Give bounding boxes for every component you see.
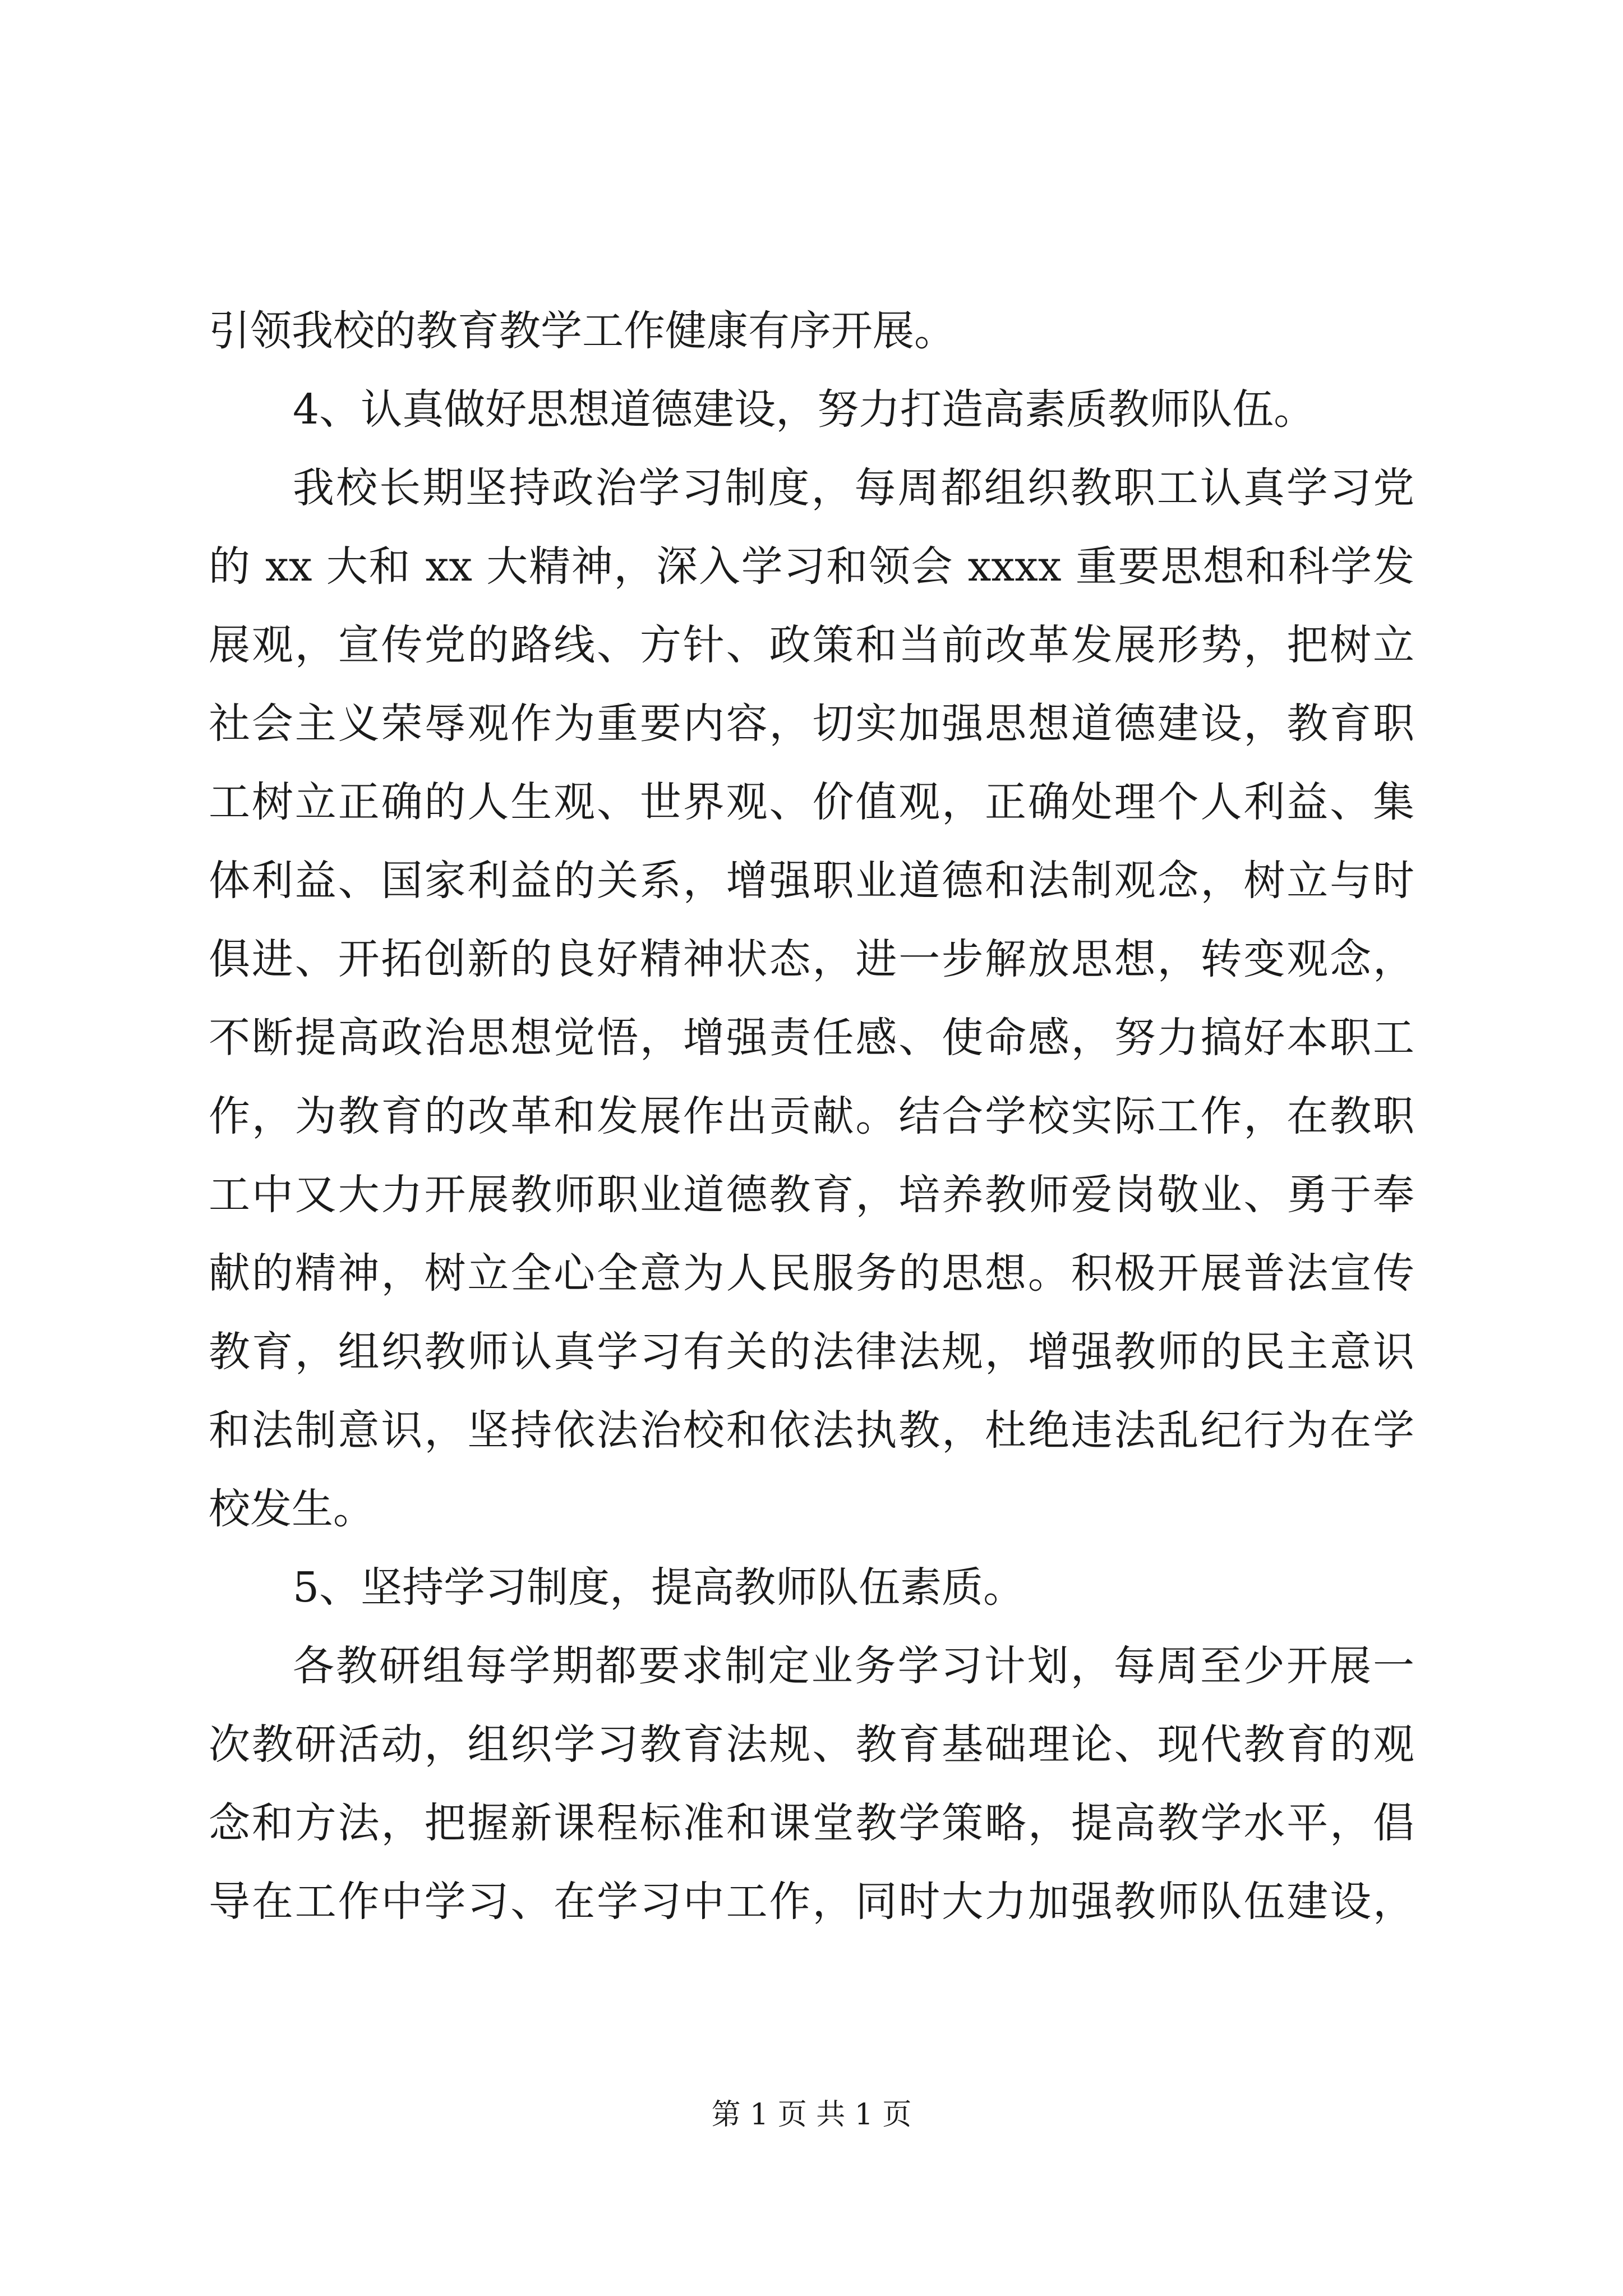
paragraph-line: 校发生。: [209, 1485, 375, 1533]
paragraph-line: 和法制意识，坚持依法治校和依法执教，杜绝违法乱纪行为在学: [209, 1406, 1414, 1455]
paragraph-line: 展观，宣传党的路线、方针、政策和当前改革发展形势，把树立: [209, 621, 1414, 669]
page-footer: 第 1 页 共 1 页: [711, 2098, 912, 2132]
text-line: 引领我校的教育教学工作健康有序开展。: [209, 307, 956, 355]
paragraph-line: 社会主义荣辱观作为重要内容，切实加强思想道德建设，教育职: [209, 700, 1414, 748]
paragraph-line: 教育，组织教师认真学习有关的法律法规，增强教师的民主意识: [209, 1328, 1414, 1376]
paragraph-line: 作，为教育的改革和发展作出贡献。结合学校实际工作，在教职: [209, 1092, 1414, 1140]
paragraph-line: 俱进、开拓创新的良好精神状态，进一步解放思想，转变观念，: [209, 935, 1414, 983]
paragraph-line: 工树立正确的人生观、世界观、价值观，正确处理个人利益、集: [209, 778, 1414, 826]
paragraph-line: 导在工作中学习、在学习中工作，同时大力加强教师队伍建设，: [209, 1878, 1414, 1926]
paragraph-line: 的 xx 大和 xx 大精神，深入学习和领会 xxxx 重要思想和科学发: [209, 542, 1414, 591]
paragraph-line: 念和方法，把握新课程标准和课堂教学策略，提高教学水平，倡: [209, 1799, 1414, 1847]
paragraph-line: 体利益、国家利益的关系，增强职业道德和法制观念，树立与时: [209, 857, 1414, 905]
paragraph-line: 各教研组每学期都要求制定业务学习计划，每周至少开展一: [293, 1642, 1414, 1690]
section-heading-5: 5、坚持学习制度，提高教师队伍素质。: [293, 1563, 1025, 1612]
section-heading-4: 4、认真做好思想道德建设，努力打造高素质教师队伍。: [293, 385, 1316, 434]
paragraph-line: 献的精神，树立全心全意为人民服务的思想。积极开展普法宣传: [209, 1249, 1414, 1297]
paragraph-line: 不断提高政治思想觉悟，增强责任感、使命感，努力搞好本职工: [209, 1014, 1414, 1062]
body-text: [209, 292, 1414, 1941]
paragraph-line: 次教研活动，组织学习教育法规、教育基础理论、现代教育的观: [209, 1720, 1414, 1769]
paragraph-line: 我校长期坚持政治学习制度，每周都组织教职工认真学习党: [293, 464, 1414, 512]
paragraph-line: 工中又大力开展教师职业道德教育，培养教师爱岗敬业、勇于奉: [209, 1171, 1414, 1219]
